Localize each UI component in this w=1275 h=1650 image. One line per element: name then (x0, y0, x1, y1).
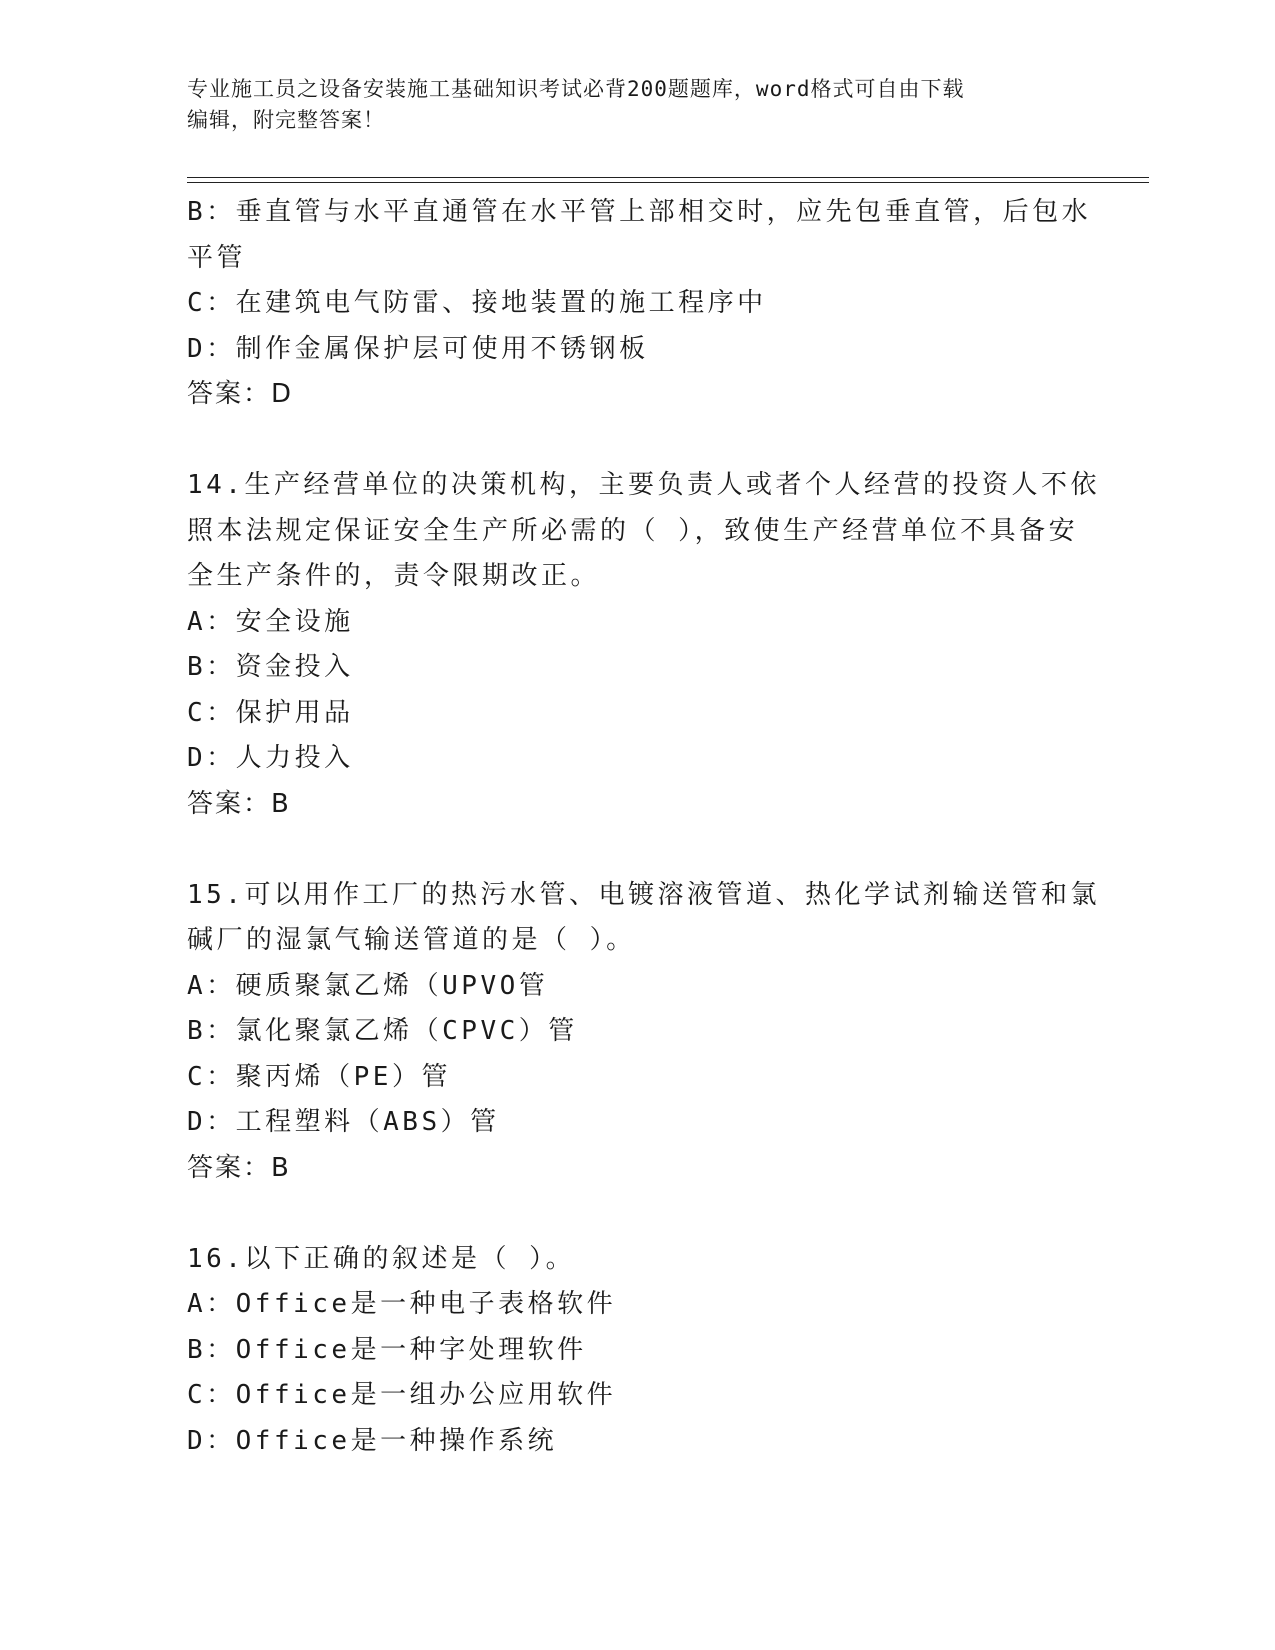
q14-option-b: B：资金投入 (187, 652, 354, 682)
q16-option-b: B：Office是一种字处理软件 (187, 1334, 587, 1365)
q15-option-d: D：工程塑料（ABS）管 (187, 1107, 500, 1137)
q14-stem-line-3: 全生产条件的，责令限期改正。 (187, 561, 601, 591)
header-rule-bottom (187, 182, 1149, 183)
header-title-line-2: 编辑，附完整答案！ (187, 108, 385, 132)
q13-option-b-line-2: 平管 (187, 242, 247, 273)
document-header (187, 74, 1087, 136)
q14-option-d: D：人力投入 (187, 743, 354, 773)
question-16 (187, 1237, 1087, 1465)
question-13 (187, 190, 1092, 418)
question-14 (187, 463, 1100, 827)
q14-option-a: A：安全设施 (187, 606, 354, 637)
q14-stem-line-2: 照本法规定保证安全生产所必需的（ ），致使生产经营单位不具备安 (187, 515, 1079, 546)
q13-answer: 答案：D (187, 379, 294, 409)
q16-option-c: C：Office是一组办公应用软件 (187, 1380, 617, 1410)
spacer (187, 1191, 1087, 1237)
header-title-line-1: 专业施工员之设备安装施工基础知识考试必背200题题库，word格式可自由下载 (187, 77, 965, 101)
q15-answer: 答案：B (187, 1152, 291, 1183)
q16-option-a: A：Office是一种电子表格软件 (187, 1289, 617, 1319)
question-15 (187, 873, 1100, 1192)
q14-answer: 答案：B (187, 788, 291, 819)
q15-option-c: C：聚丙烯（PE）管 (187, 1061, 451, 1092)
q14-stem-line-1: 14.生产经营单位的决策机构，主要负责人或者个人经营的投资人不依 (187, 470, 1100, 500)
spacer (187, 418, 1087, 464)
q15-stem-line-2: 碱厂的湿氯气输送管道的是（ ）。 (187, 925, 636, 955)
q15-option-a: A：硬质聚氯乙烯（UPVO管 (187, 970, 549, 1001)
q15-option-b: B：氯化聚氯乙烯（CPVC）管 (187, 1016, 578, 1046)
q16-stem: 16.以下正确的叙述是（ ）。 (187, 1243, 576, 1274)
q14-option-c: C：保护用品 (187, 697, 354, 728)
q15-stem-line-1: 15.可以用作工厂的热污水管、电镀溶液管道、热化学试剂输送管和氯 (187, 879, 1100, 910)
q13-option-c: C：在建筑电气防雷、接地装置的施工程序中 (187, 288, 767, 318)
header-rule-top (187, 177, 1149, 178)
q16-option-d: D：Office是一种操作系统 (187, 1425, 558, 1456)
q13-option-d: D：制作金属保护层可使用不锈钢板 (187, 333, 649, 364)
q13-option-b-line-1: B：垂直管与水平直通管在水平管上部相交时，应先包垂直管，后包水 (187, 197, 1092, 227)
question-content (187, 190, 1100, 1464)
spacer (187, 827, 1087, 873)
